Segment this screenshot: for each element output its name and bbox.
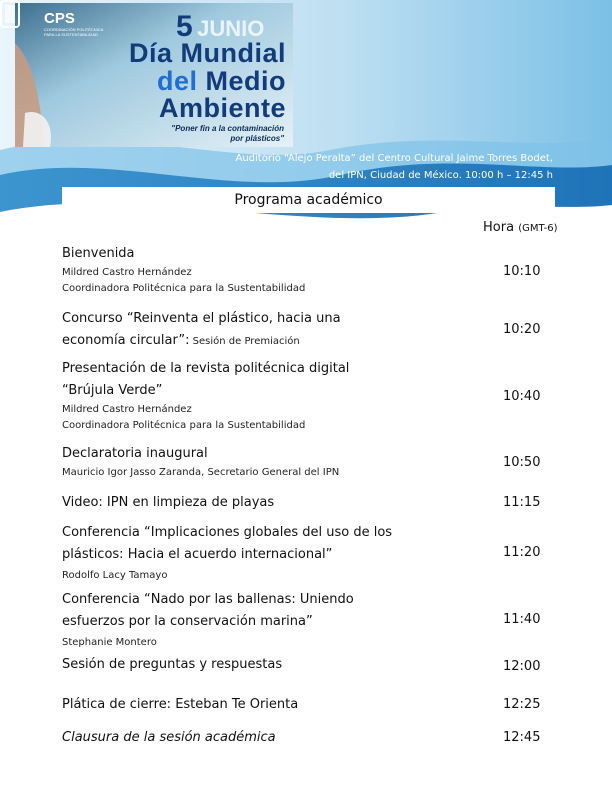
agenda-item (62, 727, 492, 749)
agenda-time: 10:10 (503, 264, 541, 279)
agenda-time: 11:40 (503, 612, 541, 627)
agenda-title: Presentación de la revista politécnica digital (62, 361, 350, 376)
agenda-time: 11:20 (503, 545, 541, 560)
agenda-title-part: economía circular”: (62, 333, 190, 348)
agenda-time: 12:25 (503, 697, 541, 712)
agenda-speaker: Mildred Castro Hernández (62, 267, 192, 278)
agenda-speaker: Rodolfo Lacy Tamayo (62, 570, 168, 581)
agenda-time: 10:40 (503, 389, 541, 404)
agenda-note: Sesión de Premiación (189, 336, 300, 347)
agenda-title: Declaratoria inaugural (62, 446, 208, 461)
agenda-item (62, 243, 492, 297)
agenda-title: Concurso “Reinventa el plástico, hacia una (62, 311, 341, 326)
agenda-role: Coordinadora Politécnica para la Sustentabilidad (62, 420, 306, 431)
agenda-item (62, 492, 492, 514)
agenda-role: Coordinadora Politécnica para la Sustentabilidad (62, 283, 306, 294)
agenda-title: Sesión de preguntas y respuestas (62, 657, 283, 672)
logo-subtitle: COORDINACIÓN POLITÉCNICA PARA LA SUSTENTABILIDAD (44, 27, 104, 37)
slogan-line-1: "Poner fin a la contaminación (171, 124, 284, 133)
agenda-title: Conferencia “Nado por las ballenas: Uniendo (62, 592, 354, 607)
agenda-speaker: Stephanie Montero (62, 637, 157, 648)
agenda-item (62, 522, 492, 584)
agenda-item (62, 694, 492, 716)
slogan-line-2: por plásticos" (230, 134, 284, 143)
agenda-time: 12:00 (503, 659, 541, 674)
venue (235, 150, 553, 184)
time-column-header (483, 220, 558, 235)
hora-label: Hora (483, 220, 515, 235)
event-month: JUNIO (197, 16, 265, 41)
agenda-time: 12:45 (503, 730, 541, 745)
agenda-title: Conferencia “Implicaciones globales del uso de los (62, 525, 393, 540)
agenda-time: 10:20 (503, 322, 541, 337)
venue-line-2: del IPN, Ciudad de México. 10:00 h – 12:45 h (328, 170, 553, 181)
event-day: 5 (176, 10, 193, 43)
agenda-title-cont: “Brújula Verde” (62, 383, 163, 398)
agenda-time: 10:50 (503, 455, 541, 470)
ipn-logo-icon (0, 0, 20, 28)
agenda-speaker: Mildred Castro Hernández (62, 404, 192, 415)
agenda-item (62, 308, 492, 352)
agenda-title-cont (62, 330, 492, 352)
title-del: del (156, 66, 198, 96)
header (0, 0, 612, 235)
program-heading: Programa académico (62, 187, 555, 213)
agenda-speaker: Mauricio Igor Jasso Zaranda, Secretario General del IPN (62, 467, 340, 478)
agenda-item (62, 358, 492, 434)
timezone-label: (GMT-6) (518, 223, 558, 234)
agenda-item (62, 654, 492, 676)
agenda-time: 11:15 (503, 495, 541, 510)
agenda-title-cont: plásticos: Hacia el acuerdo internacional” (62, 547, 333, 562)
slogan (171, 124, 284, 144)
title-line-3: Ambiente (158, 93, 286, 123)
title-line-1: Día Mundial (128, 38, 286, 68)
title-medio: Medio (205, 66, 286, 96)
logo-text: CPS (44, 10, 75, 27)
agenda-title: Clausura de la sesión académica (62, 730, 276, 745)
agenda-item (62, 589, 492, 651)
agenda-title-cont: esfuerzos por la conservación marina” (62, 614, 313, 629)
agenda-title: Bienvenida (62, 246, 135, 261)
venue-line-1: Auditorio “Alejo Peralta” del Centro Cultural Jaime Torres Bodet, (235, 153, 553, 164)
agenda-title: Video: IPN en limpieza de playas (62, 495, 275, 510)
agenda-title: Plática de cierre: Esteban Te Orienta (62, 697, 299, 712)
agenda-item (62, 443, 492, 481)
